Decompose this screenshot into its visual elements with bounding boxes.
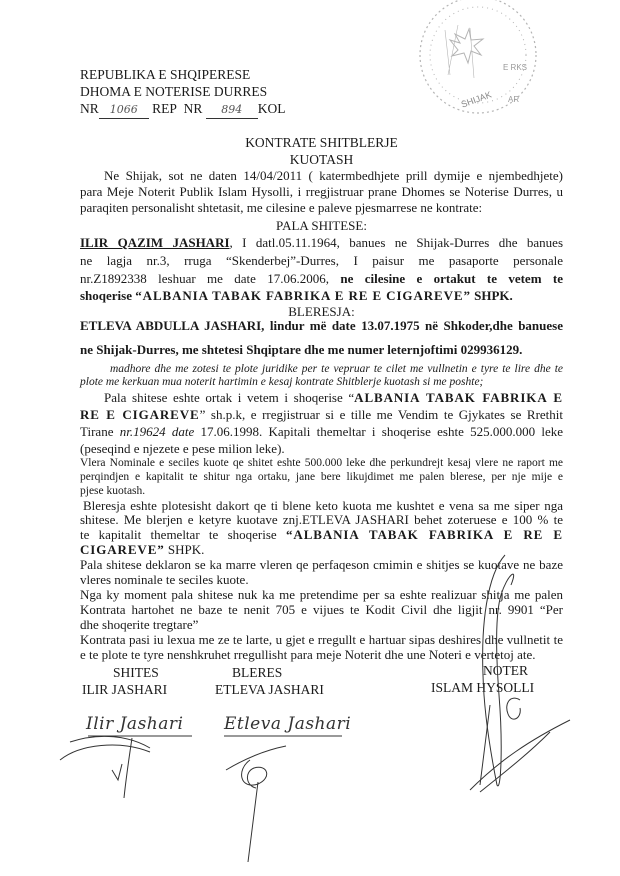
text-segment: ne lagja nr.3, rruga “Skenderbej”-Durres, I paisur me pasaporte personale	[80, 253, 563, 268]
header-chamber: DHOMA E NOTERISE DURRES	[80, 84, 268, 99]
text-segment: shitese. Me blerjen e ketyre kuotave znj.ETLEVA JASHARI behet zoteruese e 100 % te	[80, 512, 563, 527]
svg-text:E RKS: E RKS	[503, 63, 528, 72]
text-segment: Kontrata hartohet ne baze te nenit 705 e vijues te Kodit Civil dhe ligjit nr. 9901 “Per	[80, 602, 563, 617]
text-line	[80, 602, 563, 618]
bold-text: shoqerise	[80, 288, 136, 303]
buyer-signature-icon	[226, 746, 286, 862]
text-segment: dhe shoqerite tregtare”	[80, 617, 199, 632]
text-segment: Vlera Nominale e seciles kuote qe shitet eshte 500.000 leke dhe perkundrejt kesaj vlere ne raport me	[80, 457, 563, 469]
seller-signature-icon	[60, 736, 150, 798]
section-heading: BLERESJA:	[288, 304, 355, 319]
text-segment: SHPK.	[164, 542, 205, 557]
buyer-signature-text: Etleva Jashari	[224, 714, 352, 734]
text-segment: vleres nominale te seciles kuote.	[80, 572, 249, 587]
bold-text: ne Shijak-Durres, me shtetesi Shqiptare dhe me numer leternjoftimi 029936129.	[80, 342, 523, 357]
bold-text: ILIR QAZIM JASHARI	[80, 235, 230, 250]
text-segment: ” sh.p.k, e rregjistruar si e tille me Vendim te Gjykates se Rrethit	[199, 407, 563, 422]
text-line	[80, 407, 563, 423]
text-segment: Pala shitese eshte ortak i vetem i shoqerise “	[104, 390, 355, 405]
header-republic: REPUBLIKA E SHQIPERESE	[80, 67, 251, 82]
svg-text:AR: AR	[508, 95, 520, 104]
text-line	[80, 587, 563, 603]
stamp-text: SHIJAK	[459, 89, 493, 110]
bold-text: ne cilesine e ortakut te vetem te	[340, 271, 563, 286]
bold-text: SHPK.	[470, 288, 513, 303]
text-segment: para Meje Noterit Publik Islam Hysolli, i rregjistruar prane Dhomes se Noterise Durres, u	[80, 184, 563, 199]
section-heading: PALA SHITESE:	[276, 218, 367, 233]
text-line	[80, 200, 563, 216]
nr2-label: NR	[183, 101, 203, 116]
text-segment: te kapitalit themeltar te shoqerise	[80, 527, 286, 542]
bold-text: ETLEVA ABDULLA JASHARI, lindur më date 13.07.1975 në Shkoder,dhe banuese	[80, 318, 563, 333]
text-segment: plote me kerkuan mua noterit hartimin e kesaj kontrate Shitblerje kuotash si me poshte;	[80, 376, 484, 388]
text-segment: paraqiten personalisht shtetasit, me cilesine e paleve pjesmarrese ne kontrate:	[80, 200, 483, 215]
text-segment: perqindjen e kapitalit te shitur nga ortaku, jane bere likujdimet me palen blerese, per nje mije e	[80, 471, 563, 483]
kol-number: 894	[206, 102, 258, 119]
text-line	[104, 390, 563, 406]
text-segment: 17.06.1998. Kapitali themeltar i shoqerise eshte 525.000.000 leke	[194, 424, 563, 439]
text-segment: Nga ky moment pala shitese nuk ka me pretendime per sa eshte realizuar shitja me palen	[80, 587, 563, 602]
header-numbers	[80, 101, 286, 119]
text-line	[80, 512, 563, 528]
text-line	[80, 424, 563, 440]
notary-role: NOTER	[483, 663, 528, 678]
text-segment: nr.Z1892338 leshuar me date 17.06.2006,	[80, 271, 341, 286]
text-line	[80, 253, 563, 269]
document-title: KONTRATE SHITBLERJE	[245, 135, 398, 150]
seller-role: SHITES	[113, 665, 159, 680]
text-line	[80, 483, 563, 499]
text-segment: (peseqind e njezete e pese milion leke).	[80, 441, 285, 456]
rep-number: 1066	[99, 102, 149, 119]
notary-name: ISLAM HYSOLLI	[431, 680, 535, 695]
text-line	[80, 632, 563, 648]
text-segment: Tirane	[80, 424, 120, 439]
text-line	[80, 617, 563, 633]
text-line	[80, 342, 563, 358]
text-line	[80, 235, 563, 251]
bold-text: RE E CIGAREVE	[80, 407, 200, 422]
buyer-name: ETLEVA JASHARI	[215, 682, 324, 697]
text-line	[80, 288, 563, 304]
seller-name: ILIR JASHARI	[82, 682, 168, 697]
text-line	[104, 168, 563, 184]
text-line	[80, 542, 563, 558]
rep-label: REP	[152, 101, 177, 116]
bold-text: CIGAREVE”	[80, 542, 165, 557]
buyer-role: BLERES	[232, 665, 283, 680]
text-line	[80, 374, 563, 390]
seller-signature-text: Ilir Jashari	[86, 714, 184, 734]
bold-text: “ALBANIA TABAK FABRIKA E RE E	[286, 527, 563, 542]
text-line	[80, 572, 563, 588]
bold-text: “ALBANIA TABAK FABRIKA E RE E CIGAREVE”	[135, 288, 471, 303]
text-line	[80, 527, 563, 543]
kol-label: KOL	[257, 101, 286, 116]
text-line	[80, 318, 563, 334]
text-line	[80, 184, 563, 200]
text-segment: Bleresja eshte plotesisht dakort qe ti blene keto kuota me kushtet e vena sa me siper nga	[83, 498, 563, 513]
text-segment: madhore dhe me zotesi te plote juridike per te vepruar te cilet me vullnetin e tyre te lire dhe te	[110, 363, 563, 375]
text-segment: Ne Shijak, sot ne daten 14/04/2011 ( katermbedhjete prill dymije e njembedhjete)	[104, 168, 563, 183]
text-line	[80, 557, 563, 573]
text-segment: , I datl.05.11.1964, banues ne Shijak-Durres dhe banues	[229, 235, 563, 250]
text-segment: Kontrata pasi iu lexua me ze te larte, u gjet e rregullt e hartuar sipas deshires dhe vullnetit te	[80, 632, 563, 647]
text-segment: pjese kuotash.	[80, 485, 146, 497]
document-subtitle: KUOTASH	[289, 152, 354, 167]
italic-text: nr.19624 date	[119, 424, 195, 439]
text-segment: e te plote te tyre nenshkruhet rregullisht para meje Noterit dhe une Noteri e vertetoj ate.	[80, 647, 536, 662]
nr-label: NR	[80, 101, 99, 116]
text-line	[80, 647, 563, 663]
bold-text: ALBANIA TABAK FABRIKA E	[354, 390, 563, 405]
text-segment: Pala shitese deklaron se ka marre vleren qe perfaqeson cmimin e shitjes se kuotave ne baze	[80, 557, 563, 572]
text-line	[80, 271, 563, 287]
